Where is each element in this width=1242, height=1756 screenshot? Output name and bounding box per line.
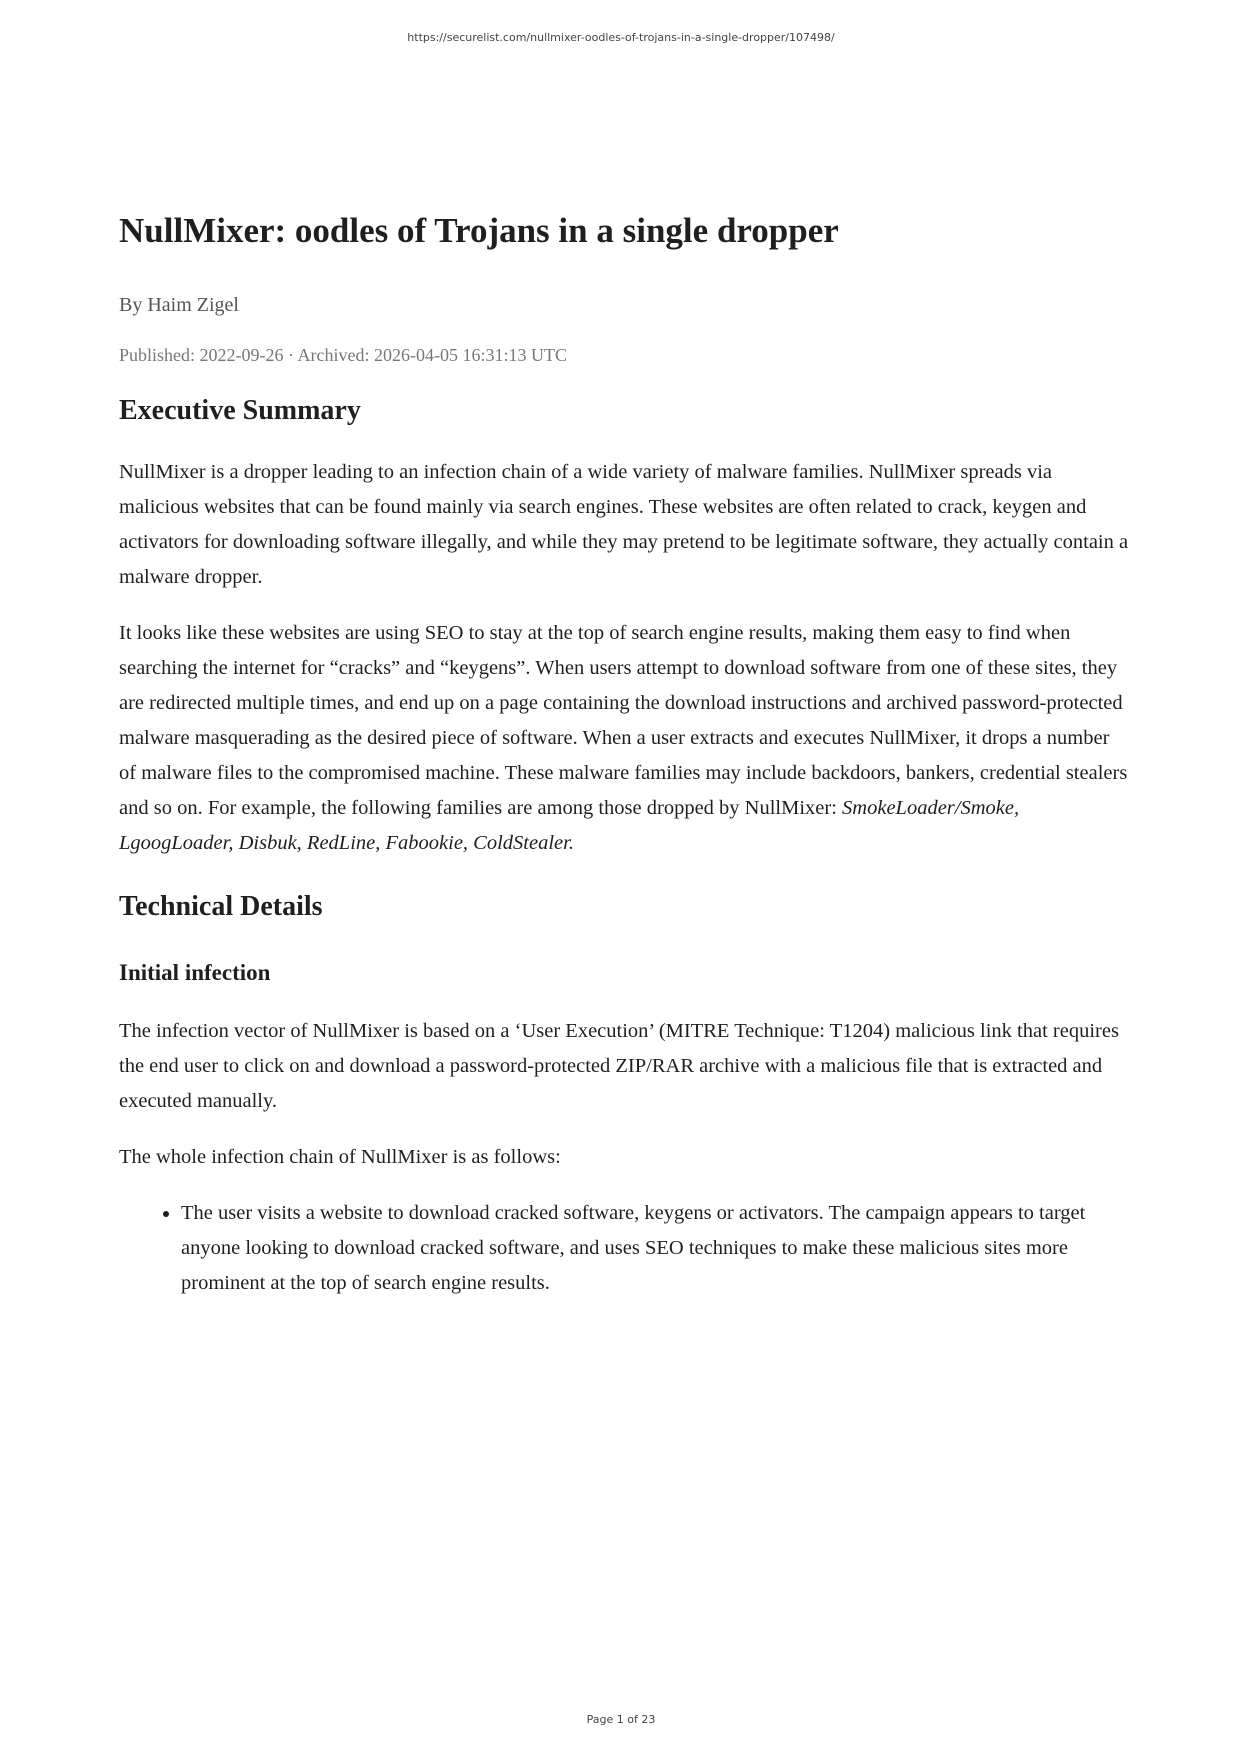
paragraph-text: It looks like these websites are using SEO to stay at the top of search engine results, making them easy to find when searching the internet for “cracks” and “keygens”. When users attempt to download software from one of these sites, they are redirected multiple times, and end up on a page containing the download instructions and archived password-protected malware masquerading as the desired piece of software. When a user extracts and executes NullMixer, it drops a number of malware files to the compromised machine. These malware families may include backdoors, bankers, credential stealers and so on. For example, the following families are among those dropped by NullMixer: [119, 622, 1128, 820]
paragraph: NullMixer is a dropper leading to an infection chain of a wide variety of malware families. NullMixer spreads via malicious websites that can be found mainly via search engines. These websites are often related to crack, keygen and activators for downloading software illegally, and while they may pretend to be legitimate software, they actually contain a malware dropper. [119, 461, 1129, 589]
page-number: Page 1 of 23 [586, 1713, 656, 1726]
list-item: • The user visits a website to download cracked software, keygens or activators. The campaign appears to target anyone looking to download cracked software, and uses SEO techniques to make these malicious sites more prominent at the top of search engine results. [181, 1196, 1129, 1301]
paragraph: The whole infection chain of NullMixer is as follows: [119, 1145, 561, 1168]
section-heading-executive-summary: Executive Summary [119, 395, 361, 426]
section-heading-technical-details: Technical Details [119, 891, 323, 923]
article-body [119, 393, 1129, 1301]
article-byline: By Haim Zigel [119, 294, 239, 316]
malware-families-list: SmokeLoader/Smoke, LgoogLoader, Disbuk, RedLine, Fabookie, ColdStealer. [119, 797, 1020, 855]
article-title: NullMixer: oodles of Trojans in a single dropper [119, 211, 839, 250]
article-meta: Published: 2022-09-26 · Archived: 2026-04-05 16:31:13 UTC [119, 345, 567, 365]
paragraph [119, 616, 1129, 861]
infection-chain-list [119, 1196, 1129, 1301]
subsection-heading-initial-infection: Initial infection [119, 959, 271, 985]
paragraph: The infection vector of NullMixer is based on a ‘User Execution’ (MITRE Technique: T1204) malicious link that requires the end user to click on and download a password-protected ZIP/RAR archive with a malicious file that is extracted and executed manually. [119, 1019, 1119, 1112]
page-url-header: https://securelist.com/nullmixer-oodles-of-trojans-in-a-single-dropper/107498/ [407, 31, 835, 44]
